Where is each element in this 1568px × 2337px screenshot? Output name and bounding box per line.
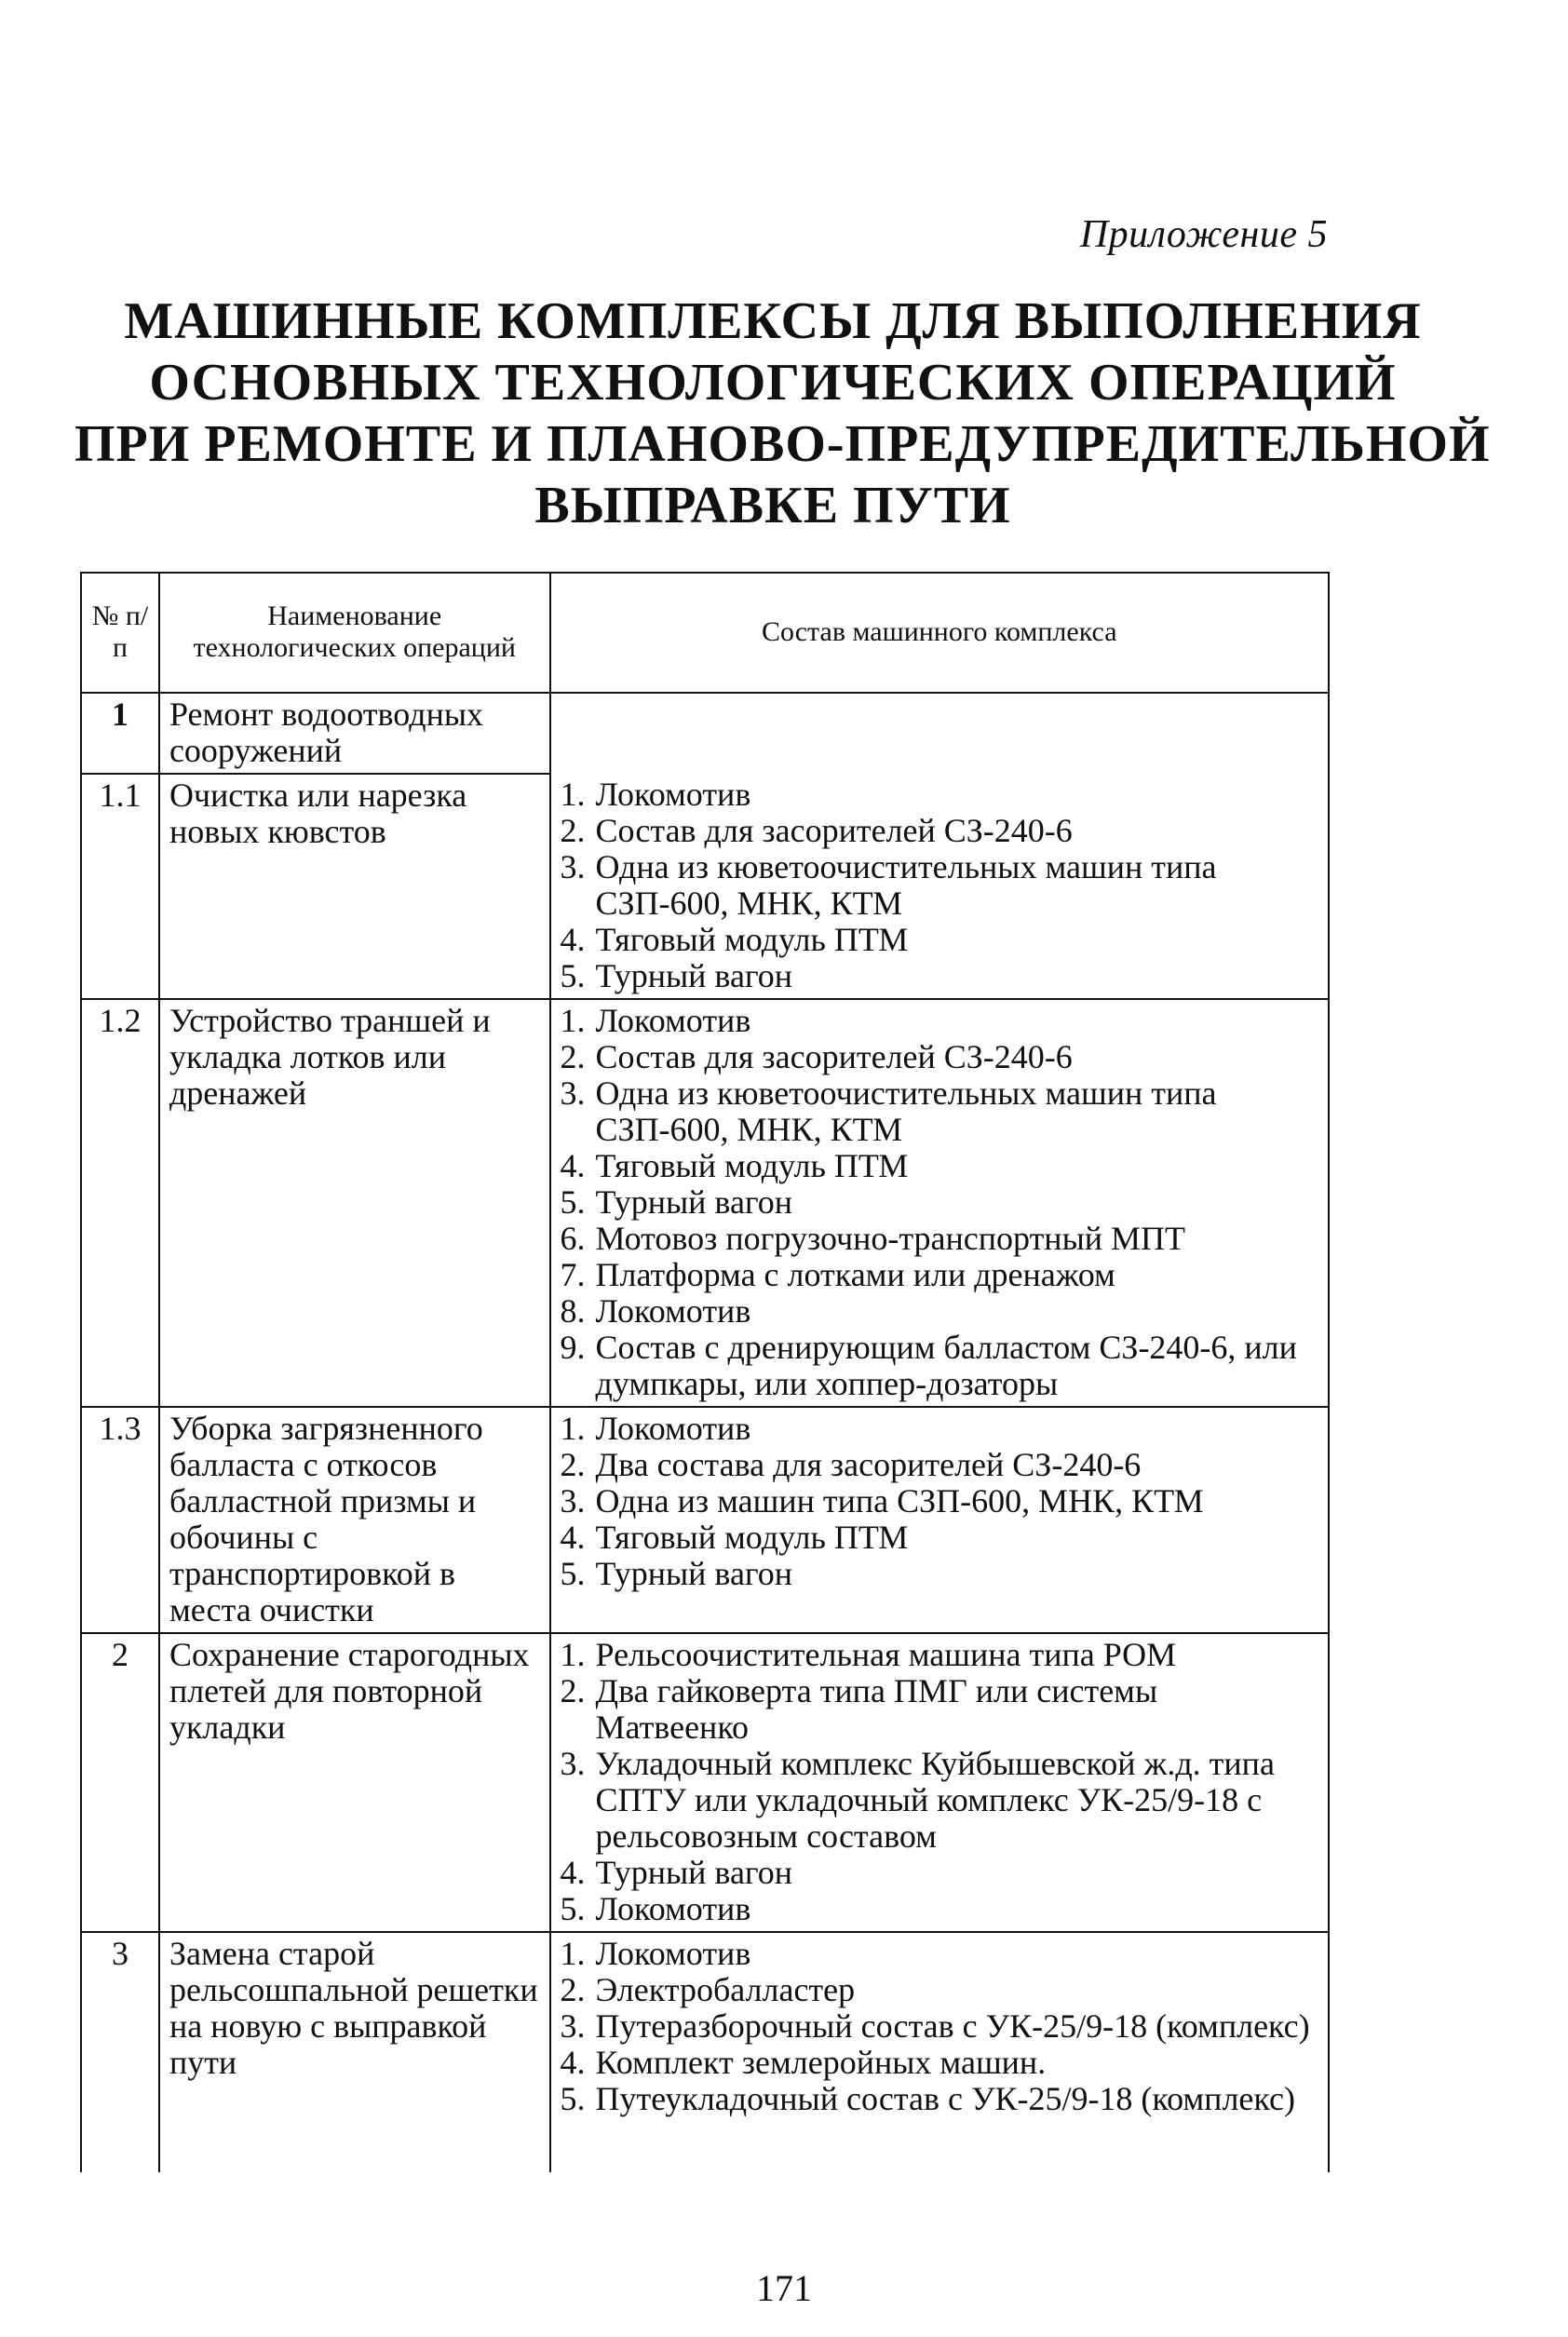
list-item (561, 1039, 1318, 1075)
item-text: Одна из кюветоочистительных машин типа СЗП-600, МНК, КТМ (595, 1074, 1217, 1148)
list-item (561, 1075, 1318, 1148)
item-text: Турный вагон (595, 1555, 793, 1592)
operation-name: Замена старой рельсошпальной решетки на новую с выправкой пути (159, 1932, 550, 2172)
title-line-2: ОСНОВНЫХ ТЕХНОЛОГИЧЕСКИХ ОПЕРАЦИЙ (149, 354, 1397, 412)
item-number: 5. (560, 1890, 586, 1927)
list-item (561, 1746, 1318, 1855)
list-item (561, 1447, 1318, 1483)
item-number: 3. (560, 848, 586, 885)
operation-name: Очистка или нарезка новых кювстов (159, 774, 550, 999)
header-num: № п/п (81, 573, 159, 693)
table-row (81, 774, 1329, 999)
item-text: Турный вагон (595, 1183, 793, 1221)
list-item (561, 1003, 1318, 1039)
list-item (561, 1293, 1318, 1330)
item-text: Путеразборочный состав с УК-25/9-18 (комплекс) (595, 2007, 1310, 2045)
item-number: 6. (560, 1220, 586, 1257)
list-item (561, 813, 1318, 849)
list-item (561, 1891, 1318, 1927)
table-row (81, 1407, 1329, 1633)
item-number: 3. (560, 1482, 586, 1520)
item-number: 3. (560, 1745, 586, 1782)
composition-list (561, 1936, 1318, 2117)
table-header-row (81, 573, 1329, 693)
item-text: Турный вагон (595, 1854, 793, 1891)
item-number: 8. (560, 1292, 586, 1330)
list-item (561, 1221, 1318, 1257)
list-item (561, 2045, 1318, 2081)
item-text: Два состава для засорителей СЗ-240-6 (595, 1446, 1142, 1483)
item-number: 5. (560, 957, 586, 994)
item-text: Путеукладочный состав с УК-25/9-18 (комплекс) (595, 2080, 1295, 2117)
title-line-1: МАШИННЫЕ КОМПЛЕКСЫ ДЛЯ ВЫПОЛНЕНИЯ (124, 292, 1422, 350)
table-body (81, 693, 1329, 2172)
item-text: Тяговый модуль ПТМ (595, 1519, 909, 1556)
item-number: 2. (560, 1038, 586, 1075)
composition-cell (550, 1932, 1329, 2172)
list-item (561, 1556, 1318, 1592)
item-text: Локомотив (595, 1935, 751, 1972)
item-text: Тяговый модуль ПТМ (595, 1147, 909, 1184)
composition-list (561, 1637, 1318, 1927)
list-item (561, 1637, 1318, 1673)
item-number: 5. (560, 1183, 586, 1221)
item-number: 4. (560, 1147, 586, 1184)
table-row (81, 1932, 1329, 2172)
list-item (561, 1673, 1318, 1746)
operation-name: Уборка загрязненного балласта с откосов балластной призмы и обочины с транспортировкой в места очистки (159, 1407, 550, 1633)
composition-cell (550, 999, 1329, 1407)
item-number: 2. (560, 812, 586, 849)
list-item (561, 1936, 1318, 1972)
row-number: 3 (81, 1932, 159, 2172)
header-composition: Состав машинного комплекса (550, 573, 1329, 693)
item-text: Рельсоочистительная машина типа РОМ (595, 1636, 1177, 1673)
item-number: 2. (560, 1446, 586, 1483)
item-text: Мотовоз погрузочно-транспортный МПТ (595, 1220, 1186, 1257)
item-number: 4. (560, 1854, 586, 1891)
item-number: 1. (560, 1636, 586, 1673)
header-operation-name: Наименование технологических операций (159, 573, 550, 693)
table-row (81, 1633, 1329, 1932)
item-text: Укладочный комплекс Куйбышевской ж.д. типа СПТУ или укладочный комплекс УК-25/9-18 с рельсовозным составом (595, 1745, 1275, 1855)
row-number: 1.2 (81, 999, 159, 1407)
list-item (561, 1411, 1318, 1447)
list-item (561, 1855, 1318, 1891)
table-row (81, 693, 1329, 774)
item-text: Состав для засорителей СЗ-240-6 (595, 812, 1073, 849)
list-item (561, 2081, 1318, 2117)
row-number: 1 (81, 693, 159, 774)
item-number: 9. (560, 1329, 586, 1366)
item-number: 5. (560, 2080, 586, 2117)
item-number: 7. (560, 1256, 586, 1293)
page-number: 171 (756, 2267, 812, 2309)
machine-complex-table (80, 572, 1330, 2172)
item-number: 5. (560, 1555, 586, 1592)
item-text: Локомотив (595, 1890, 751, 1927)
item-number: 2. (560, 1672, 586, 1709)
list-item (561, 849, 1318, 922)
item-text: Состав для засорителей СЗ-240-6 (595, 1038, 1073, 1075)
list-item (561, 777, 1318, 813)
item-number: 2. (560, 1971, 586, 2008)
composition-cell (550, 774, 1329, 999)
item-text: Состав с дренирующим балластом СЗ-240-6, или думпкары, или хоппер-дозаторы (595, 1329, 1297, 1402)
list-item (561, 1330, 1318, 1402)
item-text: Одна из машин типа СЗП-600, МНК, КТМ (595, 1482, 1204, 1520)
item-number: 3. (560, 2007, 586, 2045)
item-text: Локомотив (595, 776, 751, 813)
item-text: Два гайковерта типа ПМГ или системы Матвеенко (595, 1672, 1158, 1746)
item-text: Локомотив (595, 1410, 751, 1447)
list-item (561, 1483, 1318, 1520)
row-number: 1.1 (81, 774, 159, 999)
table-row (81, 999, 1329, 1407)
list-item (561, 922, 1318, 958)
appendix-label: Приложение 5 (1079, 213, 1328, 256)
list-item (561, 1148, 1318, 1184)
item-text: Комплект землеройных машин. (595, 2044, 1047, 2081)
list-item (561, 1257, 1318, 1293)
operation-name: Сохранение старогодных плетей для повторной укладки (159, 1633, 550, 1932)
page-title (74, 290, 1491, 536)
title-line-3: ПРИ РЕМОНТЕ И ПЛАНОВО-ПРЕДУПРЕДИТЕЛЬНОЙ (74, 415, 1491, 473)
item-number: 1. (560, 776, 586, 813)
item-number: 3. (560, 1074, 586, 1112)
composition-cell (550, 693, 1329, 774)
title-line-4: ВЫПРАВКЕ ПУТИ (534, 477, 1011, 534)
item-text: Турный вагон (595, 957, 793, 994)
item-number: 4. (560, 921, 586, 958)
item-number: 4. (560, 2044, 586, 2081)
composition-cell (550, 1407, 1329, 1633)
item-text: Одна из кюветоочистительных машин типа СЗП-600, МНК, КТМ (595, 848, 1217, 922)
operation-name: Устройство траншей и укладка лотков или дренажей (159, 999, 550, 1407)
item-text: Электробалластер (595, 1971, 856, 2008)
item-text: Платформа с лотками или дренажом (595, 1256, 1115, 1293)
list-item (561, 2008, 1318, 2045)
composition-cell (550, 1633, 1329, 1932)
row-number: 1.3 (81, 1407, 159, 1633)
list-item (561, 1184, 1318, 1221)
list-item (561, 1972, 1318, 2008)
item-number: 1. (560, 1935, 586, 1972)
composition-list (561, 1003, 1318, 1402)
item-number: 1. (560, 1410, 586, 1447)
item-number: 4. (560, 1519, 586, 1556)
item-text: Локомотив (595, 1292, 751, 1330)
list-item (561, 1520, 1318, 1556)
list-item (561, 958, 1318, 994)
item-text: Локомотив (595, 1002, 751, 1039)
item-number: 1. (560, 1002, 586, 1039)
composition-list (561, 777, 1318, 994)
row-number: 2 (81, 1633, 159, 1932)
composition-list (561, 1411, 1318, 1592)
item-text: Тяговый модуль ПТМ (595, 921, 909, 958)
operation-name: Ремонт водоотводных сооружений (159, 693, 550, 774)
